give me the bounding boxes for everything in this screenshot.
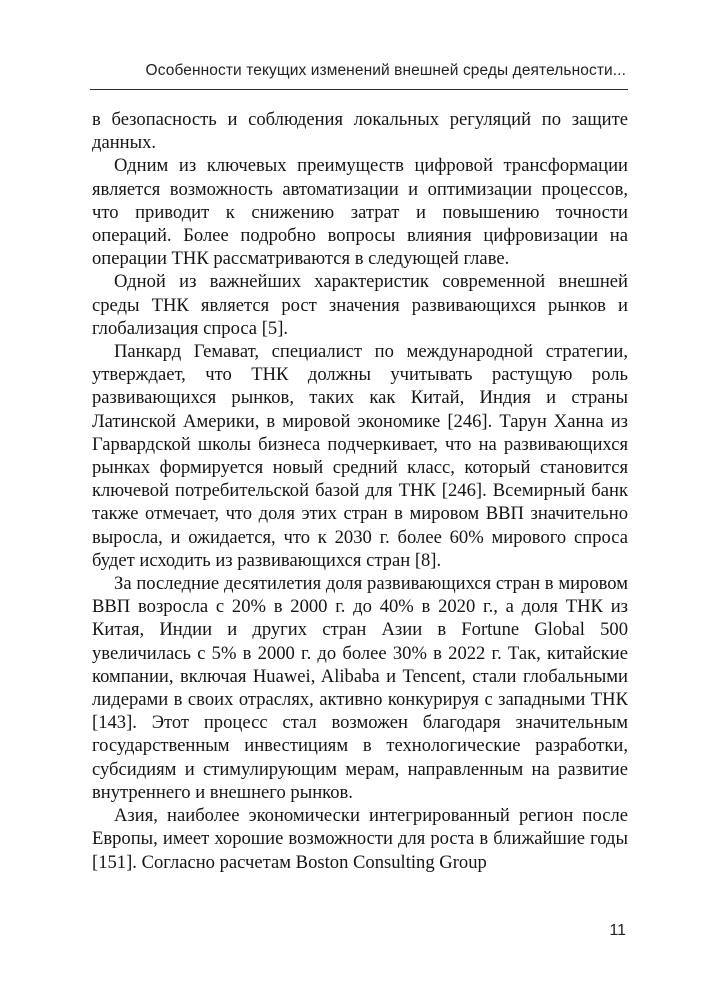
paragraph-digital-transformation: Одним из ключевых преимуществ цифровой трансформации является возможность автоматизации и оптимизации процессов, что приводит к снижению затрат и повышению точности операций. Более подробно вопросы влияния цифровизации на операции ТНК рассматриваются в следующей главе.	[92, 155, 628, 270]
running-header-title: Особенности текущих изменений внешней среды деятельности...	[145, 62, 626, 79]
page-body	[92, 108, 628, 874]
page-number: 11	[609, 922, 626, 939]
header-divider	[90, 89, 628, 90]
paragraph-asia: Азия, наиболее экономически интегрированный регион после Европы, имеет хорошие возможности для роста в ближайшие годы [151]. Согласно расчетам Boston Consulting Group	[92, 805, 628, 873]
paragraph-ghemawat: Панкард Гемават, специалист по международной стратегии, утверждает, что ТНК должны учитывать растущую роль развивающихся рынков, таких как Китай, Индия и страны Латинской Америки, в мировой экономике [246]. Тарун Ханна из Гарвардской школы бизнеса подчеркивает, что на развивающихся рынках формируется новый средний класс, который становится ключевой потребительской базой для ТНК [246]. Всемирный банк также отмечает, что доля этих стран в мировом ВВП значительно выросла, и ожидается, что к 2030 г. более 60% мирового спроса будет исходить из развивающихся стран [8].	[92, 341, 628, 571]
paragraph-gdp-share: За последние десятилетия доля развивающихся стран в мировом ВВП возросла с 20% в 2000 г. до 40% в 2020 г., а доля ТНК из Китая, Индии и других стран Азии в Fortune Global 500 увеличилась с 5% в 2000 г. до более 30% в 2022 г. Так, китайские компании, включая Huawei, Alibaba и Tencent, стали глобальными лидерами в своих отраслях, активно конкурируя с западными ТНК [143]. Этот процесс стал возможен благодаря значительным государственным инвестициям в технологические разработки, субсидиям и стимулирующим мерам, направленным на развитие внутреннего и внешнего рынков.	[92, 573, 628, 803]
paragraph-continuation: в безопасность и соблюдения локальных регуляций по защите данных.	[92, 109, 628, 154]
paragraph-emerging-markets: Одной из важнейших характеристик современной внешней среды ТНК является рост значения развивающихся рынков и глобализация спроса [5].	[92, 271, 628, 339]
